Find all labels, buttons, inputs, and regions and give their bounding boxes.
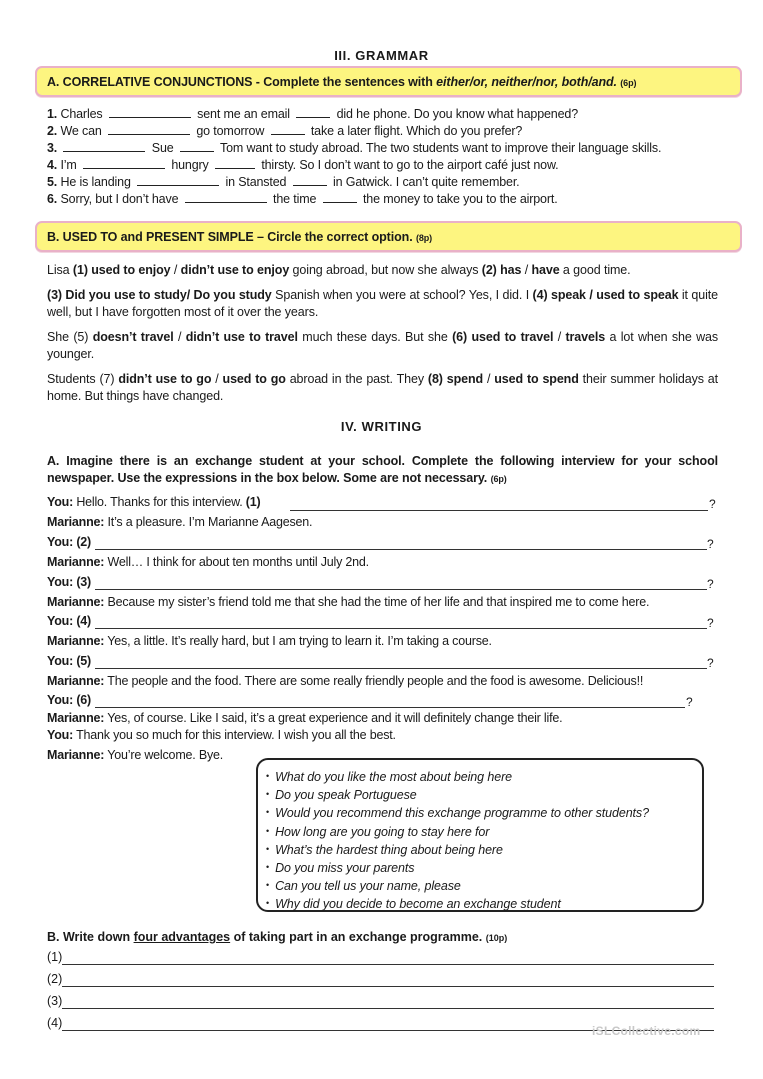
dialogue-line-3	[47, 535, 91, 549]
para-text: going abroad, but now she always	[289, 263, 482, 277]
sentence-number: 6.	[47, 192, 58, 206]
option-didnt-use-to-enjoy[interactable]: didn’t use to enjoy	[180, 263, 290, 277]
answer-blank[interactable]	[108, 125, 190, 135]
paragraph-1	[47, 262, 718, 279]
advantage-label-1: (1)	[47, 950, 63, 964]
para-text: /	[211, 372, 223, 386]
speaker-label: You:	[47, 614, 74, 628]
sentence-text: I’m	[60, 158, 77, 172]
expression-item	[266, 804, 649, 822]
option-doesnt-travel[interactable]: doesn’t travel	[92, 330, 174, 344]
para-text: /	[170, 263, 181, 277]
sentence-5	[47, 175, 520, 189]
expression-item	[266, 768, 649, 786]
para-text: /	[173, 330, 186, 344]
writing-a-instruction	[47, 453, 718, 488]
option-have[interactable]: have	[531, 263, 560, 277]
advantage-label-4: (4)	[47, 1016, 63, 1030]
expression-item	[266, 823, 649, 841]
section-a-heading	[47, 75, 636, 89]
question-mark: ?	[707, 537, 714, 551]
answer-blank[interactable]	[215, 159, 255, 169]
expression-text: Would you recommend this exchange programme to other students?	[275, 806, 649, 821]
option-did-you-use-to-study[interactable]: (3) Did you use to study/ Do you study	[47, 288, 272, 302]
writing-a-points: (6p)	[490, 474, 507, 484]
sentence-4	[47, 158, 559, 172]
sentence-text: in Gatwick. I can’t quite remember.	[333, 175, 520, 189]
sentence-number: 2.	[47, 124, 58, 138]
advantage-line-3[interactable]	[62, 1008, 714, 1009]
answer-line-1[interactable]	[290, 510, 708, 511]
option-has[interactable]: (2) has	[481, 263, 522, 277]
sentence-2	[47, 124, 522, 138]
speaker-label: You:	[47, 575, 74, 589]
bullet-icon: •	[266, 825, 270, 836]
speaker-label: You:	[47, 495, 74, 509]
dialogue-line-2	[47, 515, 312, 529]
advantage-line-2[interactable]	[62, 986, 714, 987]
title-text: of taking part in an exchange programme.	[230, 930, 483, 944]
answer-blank[interactable]	[137, 176, 219, 186]
advantage-label-3: (3)	[47, 994, 63, 1008]
dialogue-text: Yes, a little. It’s really hard, but I am trying to learn it. I’m taking a course.	[104, 634, 492, 648]
answer-blank[interactable]	[180, 142, 214, 152]
instruction-label: A.	[47, 454, 60, 468]
sentence-1	[47, 107, 578, 121]
para-text: Spanish when you were at school? Yes, I did. I	[271, 288, 533, 302]
speaker-label: Marianne:	[47, 748, 105, 762]
question-mark: ?	[707, 656, 714, 670]
bullet-icon: •	[266, 771, 270, 781]
dialogue-line-10	[47, 674, 643, 688]
answer-blank[interactable]	[185, 193, 267, 203]
speaker-label: Marianne:	[47, 515, 105, 529]
expression-text: Do you miss your parents	[275, 861, 415, 876]
speaker-label: Marianne:	[47, 595, 105, 609]
section-b-points: (8p)	[415, 233, 433, 243]
answer-blank[interactable]	[293, 176, 327, 186]
section-a-heading-main: A. CORRELATIVE CONJUNCTIONS - Complete the sentences with	[47, 75, 437, 89]
sentence-text: the money to take you to the airport.	[362, 192, 558, 206]
bullet-icon: •	[266, 843, 270, 854]
answer-line-6[interactable]	[95, 707, 685, 708]
para-text: /	[521, 263, 532, 277]
expression-text: What do you like the most about being here	[275, 770, 512, 784]
para-text: /	[483, 372, 495, 386]
sentence-text: Charles	[60, 107, 103, 121]
sentence-text: take a later flight. Which do you prefer?	[310, 124, 523, 138]
bullet-icon: •	[266, 789, 270, 800]
question-mark: ?	[686, 695, 693, 709]
answer-line-2[interactable]	[95, 549, 707, 550]
option-used-to-go[interactable]: used to go	[222, 372, 286, 386]
speaker-label: You:	[47, 693, 74, 707]
answer-line-3[interactable]	[95, 589, 707, 590]
expression-item	[266, 859, 649, 877]
sentence-text: the time	[273, 192, 317, 206]
question-mark: ?	[709, 497, 716, 511]
para-text: Students (7)	[47, 372, 119, 386]
answer-blank[interactable]	[271, 125, 305, 135]
question-number: (3)	[76, 575, 92, 589]
answer-blank[interactable]	[109, 108, 191, 118]
speaker-label: You:	[47, 654, 74, 668]
sentence-text: did he phone. Do you know what happened?	[336, 107, 579, 121]
answer-blank[interactable]	[63, 142, 145, 152]
sentence-text: in Stansted	[225, 175, 287, 189]
advantage-line-1[interactable]	[62, 964, 714, 965]
option-used-to-spend[interactable]: used to spend	[494, 372, 579, 386]
expressions-box	[256, 758, 704, 912]
question-number: (1)	[245, 495, 261, 509]
sentence-number: 5.	[47, 175, 58, 189]
dialogue-text: The people and the food. There are some really friendly people and the food is awesome. Delicious!!	[104, 674, 644, 688]
dialogue-text: It’s a pleasure. I’m Marianne Aagesen.	[104, 515, 313, 529]
dialogue-text: You’re welcome. Bye.	[104, 748, 224, 762]
bullet-icon: •	[266, 880, 270, 891]
section-a-heading-italic: either/or, neither/nor, both/and.	[436, 75, 617, 89]
dialogue-line-9	[47, 654, 91, 668]
speaker-label: You:	[47, 728, 74, 742]
dialogue-text: Hello. Thanks for this interview.	[73, 495, 246, 509]
sentence-6	[47, 192, 558, 206]
speaker-label: You:	[47, 535, 74, 549]
dialogue-line-7	[47, 614, 91, 628]
writing-b-title	[47, 930, 507, 944]
title-underlined: four advantages	[133, 930, 231, 944]
expressions-list	[266, 768, 649, 914]
para-text: She (5)	[47, 330, 93, 344]
dialogue-line-4	[47, 555, 369, 569]
expression-item	[266, 841, 649, 859]
dialogue-line-13	[47, 728, 396, 742]
option-speak-used-to-speak[interactable]: (4) speak / used to speak	[532, 288, 679, 302]
sentence-text: Sorry, but I don’t have	[60, 192, 179, 206]
question-number: (5)	[76, 654, 92, 668]
option-travels[interactable]: travels	[565, 330, 606, 344]
option-used-to-enjoy[interactable]: (1) used to enjoy	[72, 263, 171, 277]
question-mark: ?	[707, 577, 714, 591]
answer-line-5[interactable]	[95, 668, 707, 669]
expression-text: What’s the hardest thing about being here	[275, 842, 503, 857]
advantage-label-2: (2)	[47, 972, 63, 986]
dialogue-line-5	[47, 575, 91, 589]
paragraph-4	[47, 371, 718, 405]
speaker-label: Marianne:	[47, 634, 105, 648]
answer-line-4[interactable]	[95, 628, 707, 629]
dialogue-line-6	[47, 595, 649, 609]
dialogue-line-11	[47, 693, 91, 707]
sentence-number: 3.	[47, 141, 58, 155]
option-used-to-travel[interactable]: (6) used to travel	[452, 330, 554, 344]
sentence-text: hungry	[171, 158, 209, 172]
sentence-text: Sue	[151, 141, 174, 155]
title-text: B. Write down	[47, 930, 134, 944]
para-text: a good time.	[559, 263, 631, 277]
expression-text: How long are you going to stay here for	[275, 824, 490, 839]
para-text: /	[553, 330, 566, 344]
bullet-icon: •	[266, 862, 270, 873]
expression-item	[266, 786, 649, 804]
expression-text: Do you speak Portuguese	[275, 788, 417, 803]
grammar-title: III. GRAMMAR	[334, 48, 429, 63]
para-text: much these days. But she	[297, 330, 453, 344]
dialogue-line-8	[47, 634, 492, 648]
expression-item	[266, 895, 649, 913]
bullet-icon: •	[266, 807, 270, 818]
section-a-points: (6p)	[620, 78, 637, 88]
sentence-number: 4.	[47, 158, 58, 172]
section-b-header-box	[35, 221, 742, 252]
dialogue-line-1	[47, 495, 260, 509]
speaker-label: Marianne:	[47, 711, 105, 725]
option-didnt-use-to-go[interactable]: didn’t use to go	[118, 372, 212, 386]
expression-text: Why did you decide to become an exchange student	[275, 897, 561, 912]
sentence-text: go tomorrow	[196, 124, 265, 138]
dialogue-text: Yes, of course. Like I said, it’s a great experience and it will definitely change their life.	[104, 711, 563, 725]
dialogue-text: Thank you so much for this interview. I wish you all the best.	[73, 728, 396, 742]
section-b-heading	[47, 230, 432, 244]
writing-b-points: (10p)	[485, 933, 508, 943]
instruction-text: Imagine there is an exchange student at your school. Complete the following interview for your school newspaper. Use the expressions in the box below. Some are not necessary.	[47, 454, 718, 485]
sentence-3	[47, 141, 661, 155]
para-text: Lisa	[47, 263, 73, 277]
writing-title: IV. WRITING	[340, 419, 423, 434]
sentence-text: We can	[60, 124, 102, 138]
question-number: (4)	[76, 614, 92, 628]
expression-item	[266, 877, 649, 895]
sentence-text: Tom want to study abroad. The two students want to improve their language skills.	[220, 141, 662, 155]
sentence-text: thirsty. So I don’t want to go to the airport café just now.	[261, 158, 559, 172]
expression-text: Can you tell us your name, please	[275, 879, 461, 894]
paragraph-3	[47, 329, 718, 363]
dialogue-line-12	[47, 711, 562, 725]
speaker-label: Marianne:	[47, 674, 105, 688]
answer-blank[interactable]	[83, 159, 165, 169]
option-spend[interactable]: (8) spend	[427, 372, 484, 386]
para-text: their summer holidays at home. But things have changed.	[47, 372, 718, 403]
dialogue-text: Well… I think for about ten months until July 2nd.	[104, 555, 369, 569]
sentence-number: 1.	[47, 107, 58, 121]
dialogue-line-14	[47, 748, 223, 762]
paragraph-2	[47, 287, 718, 321]
question-number: (6)	[76, 693, 92, 707]
option-didnt-use-to-travel[interactable]: didn’t use to travel	[185, 330, 298, 344]
dialogue-text: Because my sister’s friend told me that she had the time of her life and that inspired me to come here.	[104, 595, 650, 609]
para-text: a lot when she was younger.	[47, 330, 719, 361]
speaker-label: Marianne:	[47, 555, 105, 569]
sentence-text: He is landing	[60, 175, 131, 189]
para-text: it quite well, but I have forgotten most of it over the years.	[47, 288, 718, 319]
watermark: iSLCollective.com	[592, 1024, 701, 1038]
para-text: abroad in the past. They	[285, 372, 428, 386]
question-mark: ?	[707, 616, 714, 630]
sentence-text: sent me an email	[197, 107, 290, 121]
question-number: (2)	[76, 535, 92, 549]
answer-blank[interactable]	[323, 193, 357, 203]
answer-blank[interactable]	[296, 108, 330, 118]
section-b-heading-text: B. USED TO and PRESENT SIMPLE – Circle the correct option.	[47, 230, 413, 244]
section-a-header-box	[35, 66, 742, 97]
bullet-icon: •	[266, 898, 270, 909]
